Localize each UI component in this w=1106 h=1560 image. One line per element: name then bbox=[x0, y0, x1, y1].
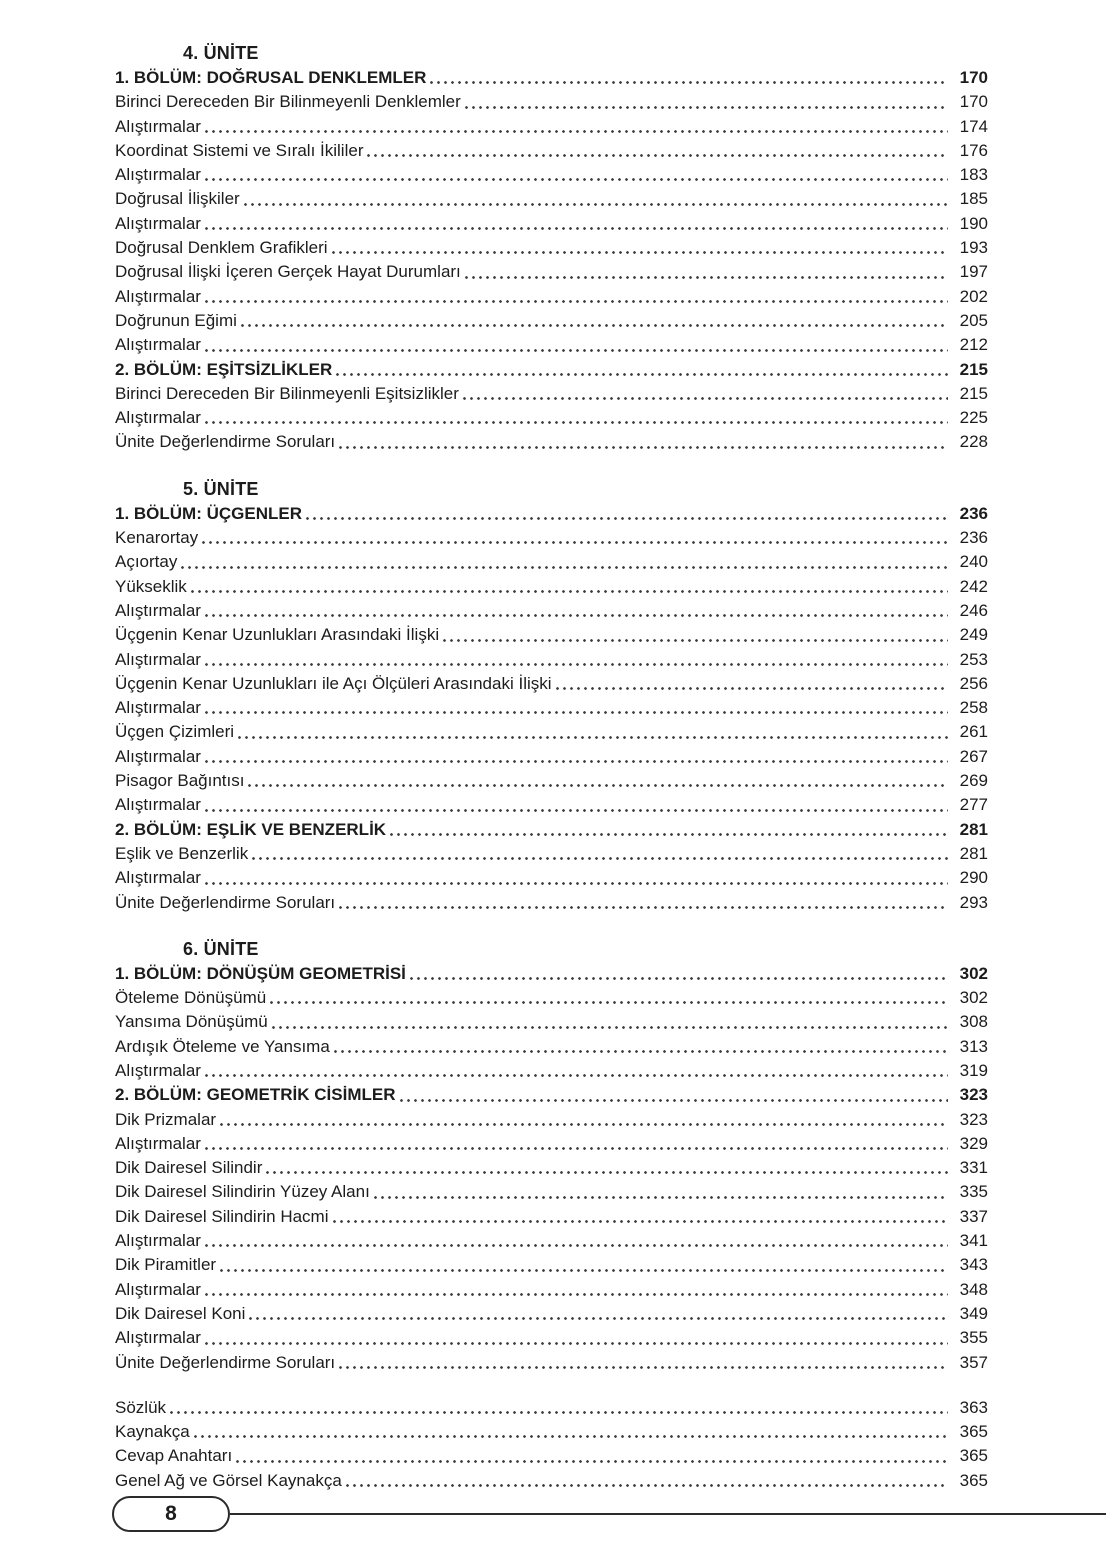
entry-page: 215 bbox=[959, 383, 988, 403]
leader-dots bbox=[205, 178, 948, 181]
entry-page: 253 bbox=[959, 649, 988, 669]
toc-entry bbox=[115, 1302, 988, 1326]
leader-dots bbox=[205, 421, 948, 424]
entry-title: Alıştırmalar bbox=[115, 286, 201, 306]
toc-entry bbox=[115, 793, 988, 817]
entry-page: 193 bbox=[959, 238, 988, 258]
toc-entry bbox=[115, 962, 988, 986]
entry-title: 1. BÖLÜM: DÖNÜŞÜM GEOMETRİSİ bbox=[115, 963, 406, 983]
entry-page: 176 bbox=[959, 140, 988, 160]
leader-dots bbox=[205, 1293, 948, 1296]
entry-page: 357 bbox=[959, 1352, 988, 1372]
entry-page: 170 bbox=[959, 68, 988, 87]
unit-heading: 5. ÜNİTE bbox=[183, 478, 259, 499]
entry-page: 323 bbox=[959, 1085, 988, 1105]
entry-title: Yansıma Dönüşümü bbox=[115, 1012, 268, 1032]
entry-page: 281 bbox=[959, 819, 988, 839]
entry-title: Sözlük bbox=[115, 1397, 167, 1417]
entry-page: 225 bbox=[959, 408, 988, 428]
toc-entry bbox=[115, 1083, 988, 1107]
entry-page: 212 bbox=[959, 335, 988, 355]
toc-entry bbox=[115, 1253, 988, 1277]
leader-dots bbox=[205, 300, 948, 303]
entry-title: 1. BÖLÜM: DOĞRUSAL DENKLEMLER bbox=[115, 68, 427, 87]
toc-entry bbox=[115, 818, 988, 842]
toc-section bbox=[115, 476, 988, 915]
toc-entry bbox=[115, 1351, 988, 1375]
entry-title: Ardışık Öteleme ve Yansıma bbox=[115, 1036, 330, 1056]
entry-title: Alıştırmalar bbox=[115, 335, 201, 355]
leader-dots bbox=[339, 906, 948, 909]
toc-entry bbox=[115, 842, 988, 866]
leader-dots bbox=[205, 1147, 948, 1150]
entry-page: 365 bbox=[959, 1422, 988, 1442]
entry-page: 197 bbox=[959, 262, 988, 282]
entry-title: Alıştırmalar bbox=[115, 868, 201, 888]
entry-title: Doğrunun Eğimi bbox=[115, 310, 237, 330]
toc-entry bbox=[115, 891, 988, 915]
entry-title: Dik Dairesel Koni bbox=[115, 1303, 246, 1323]
toc-entry bbox=[115, 430, 988, 454]
toc-entry bbox=[115, 1396, 988, 1420]
entry-title: Ünite Değerlendirme Soruları bbox=[115, 432, 336, 452]
entry-list bbox=[115, 66, 988, 455]
toc-entry bbox=[115, 285, 988, 309]
entry-page: 174 bbox=[959, 116, 988, 136]
leader-dots bbox=[333, 1220, 949, 1223]
entry-page: 331 bbox=[959, 1158, 988, 1178]
entry-page: 313 bbox=[959, 1036, 988, 1056]
entry-page: 290 bbox=[959, 868, 988, 888]
leader-dots bbox=[205, 130, 948, 133]
toc-section bbox=[115, 936, 988, 1375]
toc-entry bbox=[115, 1108, 988, 1132]
entry-title: Dik Prizmalar bbox=[115, 1109, 217, 1129]
entry-title: Dik Dairesel Silindirin Yüzey Alanı bbox=[115, 1182, 370, 1202]
toc-entry bbox=[115, 1278, 988, 1302]
leader-dots bbox=[463, 397, 948, 400]
unit-heading: 4. ÜNİTE bbox=[183, 43, 259, 63]
leader-dots bbox=[410, 977, 948, 980]
entry-title: Üçgenin Kenar Uzunlukları ile Açı Ölçüleri Arasındaki İlişki bbox=[115, 673, 552, 693]
leader-dots bbox=[238, 736, 948, 739]
entry-page: 215 bbox=[959, 359, 988, 379]
toc-entry bbox=[115, 115, 988, 139]
entry-title: Alıştırmalar bbox=[115, 1279, 201, 1299]
leader-dots bbox=[306, 517, 948, 520]
toc-entry bbox=[115, 769, 988, 793]
entry-title: Ünite Değerlendirme Soruları bbox=[115, 1352, 336, 1372]
entry-title: Ünite Değerlendirme Soruları bbox=[115, 892, 336, 912]
entry-title: Alıştırmalar bbox=[115, 746, 201, 766]
toc-entry bbox=[115, 309, 988, 333]
toc-entry bbox=[115, 1420, 988, 1444]
entry-page: 343 bbox=[959, 1255, 988, 1275]
toc-entry bbox=[115, 1205, 988, 1229]
toc-entry bbox=[115, 550, 988, 574]
toc-entry bbox=[115, 163, 988, 187]
toc-entry bbox=[115, 1132, 988, 1156]
toc-entry bbox=[115, 866, 988, 890]
page-footer bbox=[112, 1496, 1106, 1532]
toc-entry bbox=[115, 599, 988, 623]
entry-page: 261 bbox=[959, 722, 988, 742]
leader-dots bbox=[205, 1244, 948, 1247]
entry-title: Cevap Anahtarı bbox=[115, 1446, 233, 1466]
leader-dots bbox=[334, 1050, 948, 1053]
leader-dots bbox=[339, 446, 948, 449]
entry-page: 365 bbox=[959, 1446, 988, 1466]
leader-dots bbox=[191, 590, 948, 593]
leader-dots bbox=[205, 1342, 948, 1345]
unit-heading: 6. ÜNİTE bbox=[183, 938, 259, 959]
entry-page: 319 bbox=[959, 1060, 988, 1080]
toc-entry bbox=[115, 1444, 988, 1468]
entry-title: 2. BÖLÜM: EŞLİK VE BENZERLİK bbox=[115, 819, 387, 839]
entry-page: 246 bbox=[959, 600, 988, 620]
toc-entry bbox=[115, 90, 988, 114]
entry-list bbox=[115, 962, 988, 1375]
entry-title: Öteleme Dönüşümü bbox=[115, 988, 267, 1008]
page-number: 8 bbox=[165, 1502, 177, 1525]
entry-page: 349 bbox=[959, 1303, 988, 1323]
leader-dots bbox=[244, 203, 948, 206]
leader-dots bbox=[367, 154, 948, 157]
toc-entry bbox=[115, 1059, 988, 1083]
toc-entry bbox=[115, 672, 988, 696]
entry-page: 302 bbox=[959, 963, 988, 983]
entry-page: 240 bbox=[959, 552, 988, 572]
entry-title: Üçgen Çizimleri bbox=[115, 722, 235, 742]
leader-dots bbox=[205, 711, 948, 714]
toc-entry bbox=[115, 1229, 988, 1253]
entry-title: Doğrusal İlişkiler bbox=[115, 189, 240, 209]
entry-page: 205 bbox=[959, 310, 988, 330]
entry-page: 363 bbox=[959, 1397, 988, 1417]
entry-title: Alıştırmalar bbox=[115, 116, 201, 136]
toc-entry bbox=[115, 1035, 988, 1059]
entry-page: 228 bbox=[959, 432, 988, 452]
entry-title: 2. BÖLÜM: EŞİTSİZLİKLER bbox=[115, 359, 333, 379]
entry-page: 256 bbox=[959, 673, 988, 693]
entry-title: Alıştırmalar bbox=[115, 1328, 201, 1348]
toc-entry bbox=[115, 526, 988, 550]
entry-page: 267 bbox=[959, 746, 988, 766]
entry-title: Alıştırmalar bbox=[115, 213, 201, 233]
leader-dots bbox=[205, 349, 948, 352]
entry-list bbox=[115, 1396, 988, 1493]
toc-entry bbox=[115, 236, 988, 260]
leader-dots bbox=[248, 784, 948, 787]
toc-entry bbox=[115, 66, 988, 90]
entry-page: 269 bbox=[959, 771, 988, 791]
leader-dots bbox=[205, 1074, 948, 1077]
toc-entry bbox=[115, 986, 988, 1010]
entry-title: Alıştırmalar bbox=[115, 649, 201, 669]
entry-page: 183 bbox=[959, 165, 988, 185]
entry-title: Kaynakça bbox=[115, 1422, 190, 1442]
entry-page: 236 bbox=[959, 528, 988, 548]
entry-title: 2. BÖLÜM: GEOMETRİK CİSİMLER bbox=[115, 1085, 396, 1105]
toc-entry bbox=[115, 333, 988, 357]
toc-section bbox=[115, 40, 988, 455]
entry-page: 258 bbox=[959, 698, 988, 718]
entry-title: Doğrusal Denklem Grafikleri bbox=[115, 238, 328, 258]
leader-dots bbox=[241, 324, 948, 327]
leader-dots bbox=[266, 1171, 948, 1174]
leader-dots bbox=[220, 1123, 948, 1126]
entry-title: 1. BÖLÜM: ÜÇGENLER bbox=[115, 503, 302, 523]
leader-dots bbox=[194, 1435, 948, 1438]
entry-title: Pisagor Bağıntısı bbox=[115, 771, 245, 791]
entry-title: Alıştırmalar bbox=[115, 795, 201, 815]
leader-dots bbox=[220, 1269, 948, 1272]
toc-entry bbox=[115, 696, 988, 720]
toc-entry bbox=[115, 623, 988, 647]
entry-title: Genel Ağ ve Görsel Kaynakça bbox=[115, 1470, 342, 1490]
entry-page: 249 bbox=[959, 625, 988, 645]
entry-page: 202 bbox=[959, 286, 988, 306]
leader-dots bbox=[205, 760, 948, 763]
leader-dots bbox=[339, 1366, 948, 1369]
leader-dots bbox=[336, 373, 948, 376]
entry-title: Alıştırmalar bbox=[115, 165, 201, 185]
toc-entry bbox=[115, 1469, 988, 1493]
leader-dots bbox=[346, 1484, 948, 1487]
entry-page: 242 bbox=[959, 576, 988, 596]
entry-title: Alıştırmalar bbox=[115, 698, 201, 718]
entry-title: Kenarortay bbox=[115, 528, 199, 548]
leader-dots bbox=[249, 1317, 948, 1320]
entry-page: 302 bbox=[959, 988, 988, 1008]
entry-page: 323 bbox=[959, 1109, 988, 1129]
footer-rule bbox=[230, 1513, 1106, 1515]
entry-page: 190 bbox=[959, 213, 988, 233]
toc-entry bbox=[115, 358, 988, 382]
toc-entry bbox=[115, 1010, 988, 1034]
entry-page: 337 bbox=[959, 1206, 988, 1226]
leader-dots bbox=[465, 106, 948, 109]
leader-dots bbox=[170, 1411, 948, 1414]
toc-entry bbox=[115, 1180, 988, 1204]
entry-page: 293 bbox=[959, 892, 988, 912]
entry-page: 185 bbox=[959, 189, 988, 209]
toc-entry bbox=[115, 575, 988, 599]
entry-title: Eşlik ve Benzerlik bbox=[115, 843, 249, 863]
leader-dots bbox=[270, 1001, 948, 1004]
toc-entry bbox=[115, 745, 988, 769]
leader-dots bbox=[374, 1196, 948, 1199]
entry-title: Doğrusal İlişki İçeren Gerçek Hayat Durumları bbox=[115, 262, 461, 282]
entry-page: 281 bbox=[959, 843, 988, 863]
entry-title: Dik Dairesel Silindirin Hacmi bbox=[115, 1206, 329, 1226]
page-number-badge bbox=[112, 1496, 230, 1532]
entry-page: 277 bbox=[959, 795, 988, 815]
leader-dots bbox=[252, 857, 948, 860]
leader-dots bbox=[332, 251, 948, 254]
entry-page: 308 bbox=[959, 1012, 988, 1032]
entry-page: 348 bbox=[959, 1279, 988, 1299]
entry-title: Alıştırmalar bbox=[115, 600, 201, 620]
leader-dots bbox=[205, 809, 948, 812]
toc-entry bbox=[115, 648, 988, 672]
entry-page: 170 bbox=[959, 92, 988, 112]
entry-page: 355 bbox=[959, 1328, 988, 1348]
entry-title: Yükseklik bbox=[115, 576, 187, 596]
entry-page: 341 bbox=[959, 1231, 988, 1251]
leader-dots bbox=[205, 663, 948, 666]
table-of-contents bbox=[115, 40, 988, 1493]
entry-title: Alıştırmalar bbox=[115, 1060, 201, 1080]
leader-dots bbox=[202, 541, 948, 544]
entry-title: Alıştırmalar bbox=[115, 1133, 201, 1153]
entry-title: Dik Dairesel Silindir bbox=[115, 1158, 263, 1178]
entry-title: Dik Piramitler bbox=[115, 1255, 217, 1275]
toc-entry bbox=[115, 139, 988, 163]
leader-dots bbox=[390, 833, 948, 836]
toc-entry bbox=[115, 1326, 988, 1350]
leader-dots bbox=[556, 687, 948, 690]
toc-entry bbox=[115, 260, 988, 284]
toc-entry bbox=[115, 502, 988, 526]
leader-dots bbox=[465, 276, 948, 279]
toc-section bbox=[115, 1396, 988, 1493]
toc-entry bbox=[115, 720, 988, 744]
leader-dots bbox=[205, 227, 948, 230]
entry-list bbox=[115, 502, 988, 915]
leader-dots bbox=[205, 614, 948, 617]
entry-title: Alıştırmalar bbox=[115, 408, 201, 428]
leader-dots bbox=[430, 81, 948, 84]
entry-title: Alıştırmalar bbox=[115, 1231, 201, 1251]
entry-title: Açıortay bbox=[115, 552, 178, 572]
entry-page: 335 bbox=[959, 1182, 988, 1202]
entry-page: 329 bbox=[959, 1133, 988, 1153]
entry-title: Üçgenin Kenar Uzunlukları Arasındaki İlişki bbox=[115, 625, 440, 645]
leader-dots bbox=[272, 1026, 948, 1029]
toc-entry bbox=[115, 382, 988, 406]
leader-dots bbox=[443, 639, 948, 642]
leader-dots bbox=[181, 566, 948, 569]
toc-entry bbox=[115, 187, 988, 211]
toc-entry bbox=[115, 212, 988, 236]
leader-dots bbox=[236, 1460, 948, 1463]
entry-page: 365 bbox=[959, 1470, 988, 1490]
entry-title: Birinci Dereceden Bir Bilinmeyenli Eşitsizlikler bbox=[115, 383, 459, 403]
toc-entry bbox=[115, 406, 988, 430]
entry-title: Koordinat Sistemi ve Sıralı İkililer bbox=[115, 140, 364, 160]
entry-page: 236 bbox=[959, 503, 988, 523]
toc-entry bbox=[115, 1156, 988, 1180]
entry-title: Birinci Dereceden Bir Bilinmeyenli Denklemler bbox=[115, 92, 461, 112]
leader-dots bbox=[205, 882, 948, 885]
leader-dots bbox=[400, 1099, 949, 1102]
